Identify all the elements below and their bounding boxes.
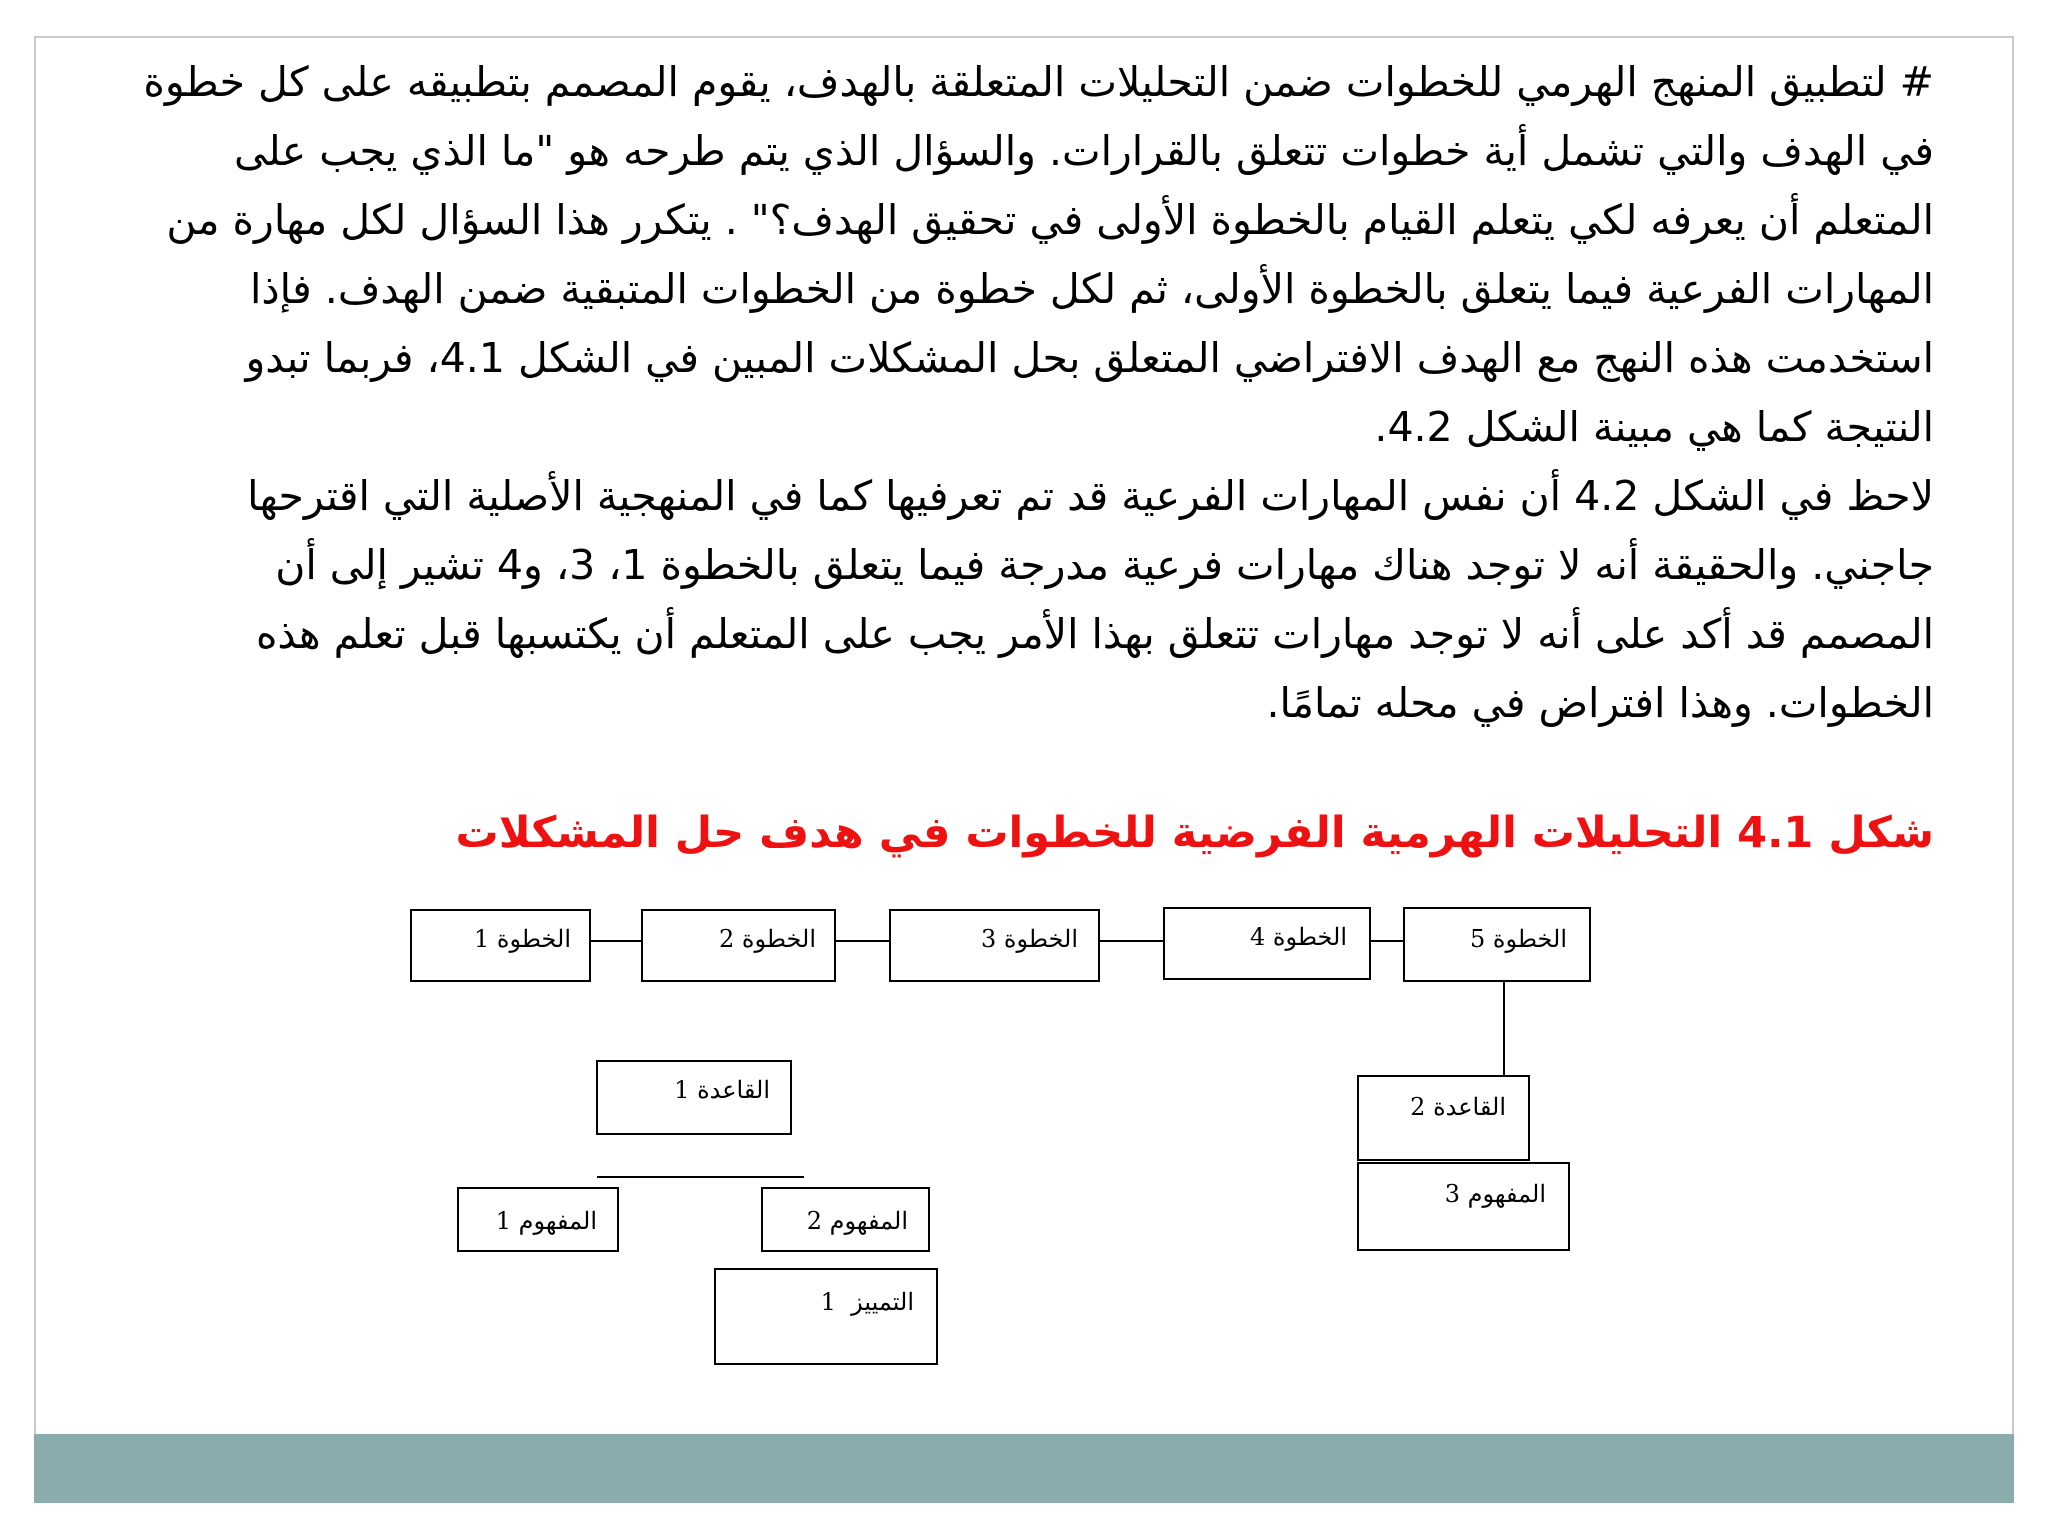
concept-2-box (761, 1187, 930, 1252)
step-1-box (410, 909, 591, 982)
concept-1-label: المفهوم 1 (495, 1207, 597, 1235)
step-4-box (1163, 907, 1371, 980)
concept-2-label: المفهوم 2 (806, 1207, 908, 1235)
rule-1-box (596, 1060, 792, 1135)
step-5-label: الخطوة 5 (1469, 925, 1567, 953)
step-1-label: الخطوة 1 (473, 925, 571, 953)
step-3-label: الخطوة 3 (980, 925, 1078, 953)
step-2-box (641, 909, 836, 982)
discrimination-1-label: التمييز 1 (820, 1288, 914, 1316)
discrimination-1-box (714, 1268, 938, 1365)
figure-caption: شكل 4.1 التحليلات الهرمية الفرضية للخطوات في هدف حل المشكلات (455, 808, 1934, 858)
concept-3-box (1357, 1162, 1570, 1251)
concept-3-label: المفهوم 3 (1444, 1180, 1546, 1208)
concept-1-box (457, 1187, 619, 1252)
rule-2-label: القاعدة 2 (1410, 1093, 1506, 1121)
paragraph-1: # لتطبيق المنهج الهرمي للخطوات ضمن التحليلات المتعلقة بالهدف، يقوم المصمم بتطبيقه على كل خطوة في الهدف والتي تشمل أية خطوات تتعلق بالقرارات. والسؤال الذي يتم طرحه هو "ما الذي يجب على المتعلم أن يعرفه لكي يتعلم القيام بالخطوة الأولى في تحقيق الهدف؟" . يتكرر هذا السؤال لكل مهارة من المهارات الفرعية فيما يتعلق بالخطوة الأولى، ثم لكل خطوة من الخطوات المتبقية ضمن الهدف. فإذا استخدمت هذه النهج مع الهدف الافتراضي المتعلق بحل المشكلات المبين في الشكل 4.1، فربما تبدو النتيجة كما هي مبينة الشكل 4.2. (143, 58, 1934, 451)
rule-2-box (1357, 1075, 1530, 1161)
step-5-box (1403, 907, 1591, 982)
step-3-box (889, 909, 1100, 982)
step-2-label: الخطوة 2 (718, 925, 816, 953)
step-4-label: الخطوة 4 (1249, 923, 1347, 951)
rule-1-label: القاعدة 1 (674, 1076, 770, 1104)
paragraph-2: لاحظ في الشكل 4.2 أن نفس المهارات الفرعية قد تم تعرفيها كما في المنهجية الأصلية التي اقترحها جاجني. والحقيقة أنه لا توجد هناك مهارات فرعية مدرجة فيما يتعلق بالخطوة 1، 3، و4 تشير إلى أن المصمم قد أكد على أنه لا توجد مهارات تتعلق بهذا الأمر يجب على المتعلم أن يكتسبها قبل تعلم هذه الخطوات. وهذا افتراض في محله تمامًا. (247, 472, 1934, 727)
